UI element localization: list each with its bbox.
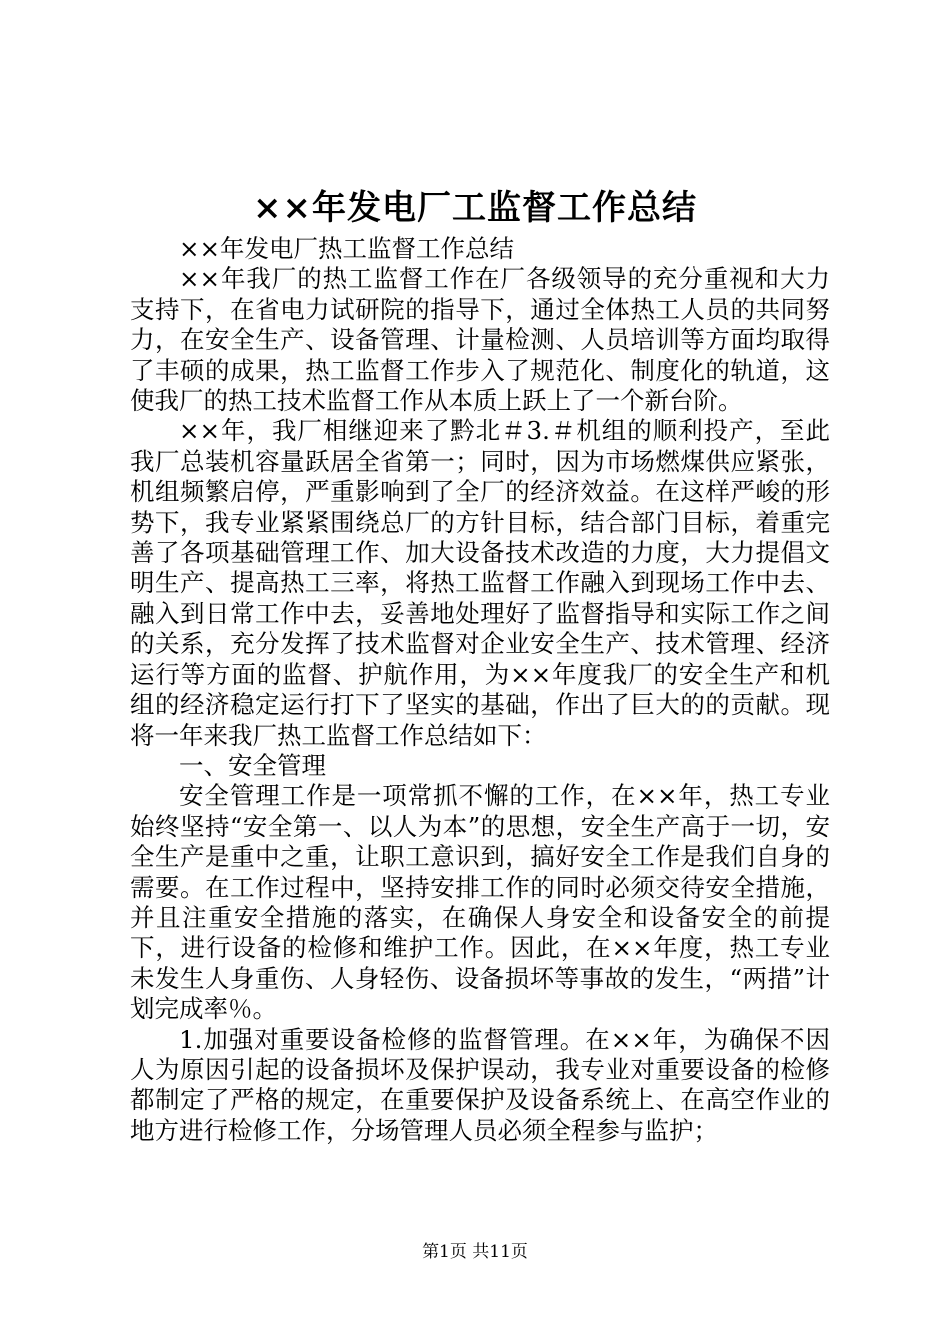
document-title: ××年发电厂工监督工作总结 [253,188,697,228]
document-body [130,234,830,1146]
maintenance-paragraph: 1.加强对重要设备检修的监督管理。在××年，为确保不因人为原因引起的设备损坏及保护误动，我专业对重要设备的检修都制定了严格的规定，在重要保护及设备系统上、在高空作业的地方进行检修工作，分场管理人员必须全程参与监护； [130,1024,830,1145]
page-number: 第1页 共11页 [422,1242,528,1262]
section-heading-safety: 一、安全管理 [179,750,326,780]
safety-paragraph: 安全管理工作是一项常抓不懈的工作，在××年，热工专业始终坚持“安全第一、以人为本”的思想，安全生产高于一切，安全生产是重中之重，让职工意识到，搞好安全工作是我们自身的需要。在工作过程中，坚持安排工作的同时必须交待安全措施，并且注重安全措施的落实，在确保人身安全和设备安全的前提下，进行设备的检修和维护工作。因此，在××年度，热工专业未发生人身重伤、人身轻伤、设备损坏等事故的发生，“两措”计划完成率％。 [130,781,830,1024]
intro-paragraph: ××年我厂的热工监督工作在厂各级领导的充分重视和大力支持下，在省电力试研院的指导下，通过全体热工人员的共同努力，在安全生产、设备管理、计量检测、人员培训等方面均取得了丰硕的成果，热工监督工作步入了规范化、制度化的轨道，这使我厂的热工技术监督工作从本质上跃上了一个新台阶。 [130,264,830,416]
background-paragraph: ××年，我厂相继迎来了黔北＃3.＃机组的顺利投产，至此我厂总装机容量跃居全省第一；同时，因为市场燃煤供应紧张，机组频繁启停，严重影响到了全厂的经济效益。在这样严峻的形势下，我专业紧紧围绕总厂的方针目标，结合部门目标，着重完善了各项基础管理工作、加大设备技术改造的力度，大力提倡文明生产、提高热工三率，将热工监督工作融入到现场工作中去、融入到日常工作中去，妥善地处理好了监督指导和实际工作之间的关系，充分发挥了技术监督对企业安全生产、技术管理、经济运行等方面的监督、护航作用，为××年度我厂的安全生产和机组的经济稳定运行打下了坚实的基础，作出了巨大的的贡献。现将一年来我厂热工监督工作总结如下： [130,416,830,750]
subtitle-paragraph: ××年发电厂热工监督工作总结 [179,234,515,263]
